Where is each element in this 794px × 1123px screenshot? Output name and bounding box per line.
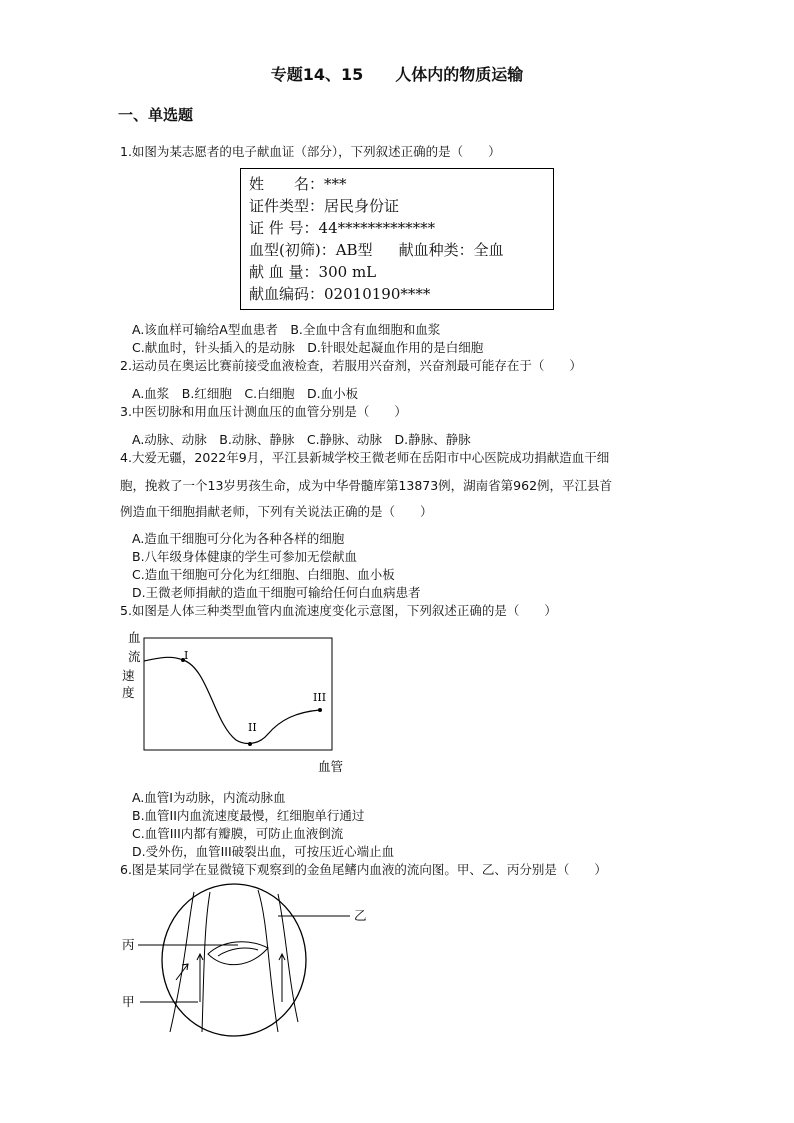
question-5-option-a: A.血管I为动脉，内流动脉血 bbox=[132, 790, 286, 805]
question-4-option-d: D.王微老师捐献的造血干细胞可输给任何白血病患者 bbox=[132, 585, 421, 600]
y-axis-char-3: 速 bbox=[122, 668, 135, 683]
page-title: 专题14、15 人体内的物质运输 bbox=[270, 65, 524, 84]
question-4-line-1: 4.大爱无疆，2022年9月，平江县新城学校王微老师在岳阳市中心医院成功捐献造血干细 bbox=[120, 450, 610, 465]
figure-frame bbox=[144, 638, 332, 750]
point-II-label: II bbox=[248, 721, 257, 734]
label-jia: 甲 bbox=[122, 994, 135, 1009]
card-idtype-value: 居民身份证 bbox=[324, 197, 400, 215]
y-axis-char-4: 度 bbox=[122, 685, 135, 700]
y-axis-char-2: 流 bbox=[128, 649, 141, 664]
vessel-yi-edge-1 bbox=[258, 890, 278, 1032]
question-2-stem: 2.运动员在奥运比赛前接受血液检查，若服用兴奋剂，兴奋剂最可能存在于（ ） bbox=[120, 358, 582, 373]
question-3-stem: 3.中医切脉和用血压计测血压的血管分别是（ ） bbox=[120, 404, 407, 419]
section-heading: 一、单选题 bbox=[118, 106, 194, 124]
question-2-options: A.血浆 B.红细胞 C.白细胞 D.血小板 bbox=[132, 386, 359, 401]
vessel-jia-edge-2 bbox=[202, 892, 210, 1032]
question-5-option-b: B.血管II内血流速度最慢，红细胞单行通过 bbox=[132, 808, 365, 823]
y-axis-char-1: 血 bbox=[128, 630, 141, 645]
question-5-option-c: C.血管III内都有瓣膜，可防止血液倒流 bbox=[132, 826, 344, 841]
card-blood-label: 血型(初筛)： bbox=[249, 241, 336, 259]
card-name-label: 姓 名： bbox=[249, 175, 325, 193]
point-III-label: III bbox=[313, 691, 327, 704]
card-idno-value: 44************* bbox=[318, 219, 436, 237]
question-1-options-cd: C.献血时，针头插入的是动脉 D.针眼处起凝血作用的是白细胞 bbox=[132, 340, 484, 355]
card-name-value: *** bbox=[324, 175, 347, 193]
card-blood-value: AB型 bbox=[335, 241, 373, 259]
blood-donation-card bbox=[240, 168, 554, 310]
question-1-options-ab: A.该血样可输给A型血患者 B.全血中含有血细胞和血浆 bbox=[132, 322, 441, 337]
question-1-stem: 1.如图为某志愿者的电子献血证（部分），下列叙述正确的是（ ） bbox=[120, 144, 501, 159]
question-4-line-2: 胞，挽救了一个13岁男孩生命，成为中华骨髓库第13873例，湖南省第962例，平江县首 bbox=[120, 478, 613, 493]
card-idno-label: 证 件 号： bbox=[249, 219, 319, 237]
capillary-inner bbox=[218, 948, 258, 956]
goldfish-tail-microscope-figure bbox=[118, 882, 368, 1042]
card-kind-value: 全血 bbox=[473, 241, 504, 259]
card-code-value: 02010190**** bbox=[324, 285, 431, 303]
question-5-stem: 5.如图是人体三种类型血管内血流速度变化示意图，下列叙述正确的是（ ） bbox=[120, 603, 557, 618]
question-6-stem: 6.图是某同学在显微镜下观察到的金鱼尾鳍内血液的流向图。甲、乙、丙分别是（ ） bbox=[120, 862, 607, 877]
point-III-marker bbox=[318, 708, 322, 712]
card-kind-label: 献血种类： bbox=[398, 241, 474, 259]
blood-flow-speed-figure bbox=[118, 628, 358, 778]
label-yi: 乙 bbox=[354, 908, 367, 923]
card-amount-value: 300 mL bbox=[318, 263, 377, 281]
question-4-line-3: 例造血干细胞捐献老师，下列有关说法正确的是（ ） bbox=[120, 504, 433, 519]
card-code-label: 献血编码： bbox=[249, 285, 325, 303]
card-amount-label: 献 血 量： bbox=[249, 263, 319, 281]
question-4-option-c: C.造血干细胞可分化为红细胞、白细胞、血小板 bbox=[132, 567, 395, 582]
flow-curve bbox=[144, 657, 320, 743]
x-axis-label: 血管 bbox=[318, 759, 344, 774]
question-4-option-b: B.八年级身体健康的学生可参加无偿献血 bbox=[132, 549, 358, 564]
vessel-jia-edge-1 bbox=[170, 892, 194, 1032]
arrow-branch bbox=[176, 964, 188, 980]
point-II-marker bbox=[248, 742, 252, 746]
question-3-options: A.动脉、动脉 B.动脉、静脉 C.静脉、动脉 D.静脉、静脉 bbox=[132, 432, 471, 447]
card-idtype-label: 证件类型： bbox=[249, 197, 325, 215]
question-4-option-a: A.造血干细胞可分化为各种各样的细胞 bbox=[132, 531, 345, 546]
label-bing: 丙 bbox=[122, 937, 135, 952]
question-5-option-d: D.受外伤，血管III破裂出血，可按压近心端止血 bbox=[132, 844, 395, 859]
vessel-yi-edge-2 bbox=[278, 894, 298, 1022]
point-I-label: I bbox=[184, 649, 189, 662]
